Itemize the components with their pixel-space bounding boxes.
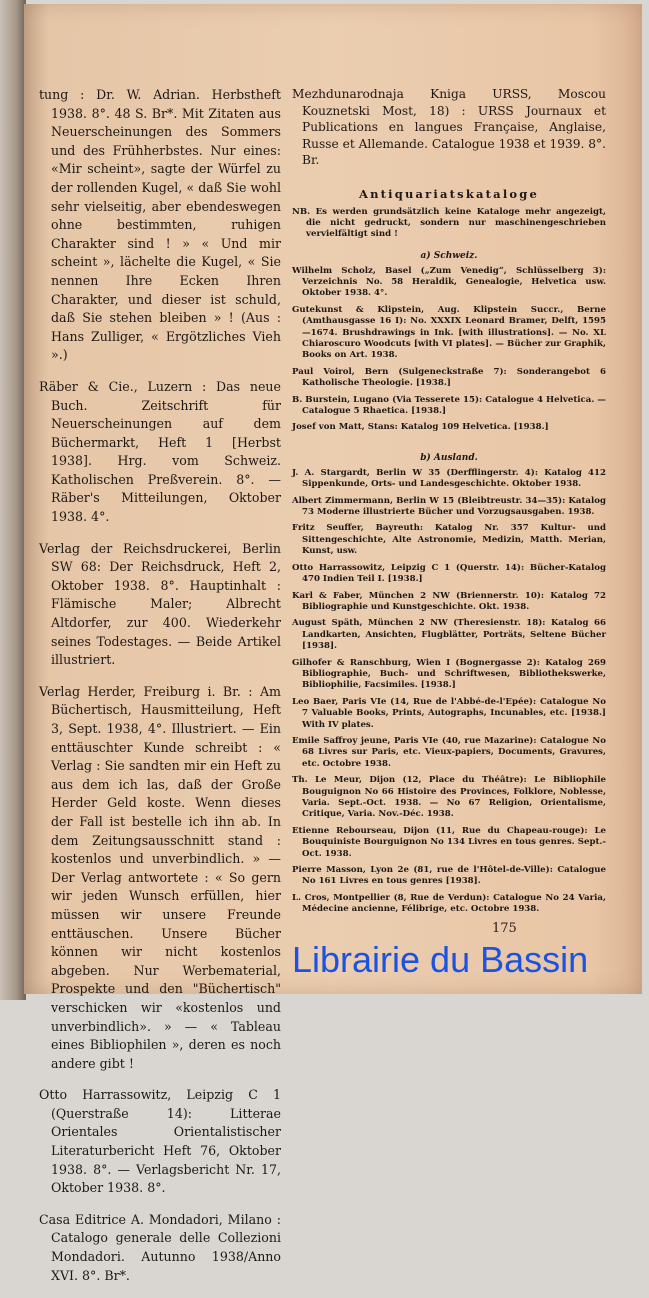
catalogue-entry: Gutekunst & Klipstein, Aug. Klipstein Succr., Berne (Amthausgasse 16 I): No. XXXIX Leonard Bramer, Delft, 1595—1674. Brushdrawings in Ink. [with illustrations]. — No. XL Chiaroscuro Woodcuts [with VI plates]. — Bücher zur Graphik, Books on Art. 1938.	[292, 304, 606, 361]
watermark: Librairie du Bassin	[292, 938, 589, 980]
paragraph: tung : Dr. W. Adrian. Herbstheft 1938. 8°. 48 S. Br*. Mit Zitaten aus Neuerscheinungen des Sommers und des Frühherbstes. Nur eines: «Mir scheint», sagte der Würfel zu der rollenden Kugel, « daß Sie wohl sehr vielseitig, aber ebendeswegen ohne bestimmten, ruhigen Charakter sind ! » « Und mir scheint », lächelte die Kugel, « Sie nennen Ihre Ecken Ihren Charakter, und dieser ist schuld, daß Sie stehen bleiben » ! (Aus : Hans Zulliger, « Ergötzliches Vieh ».)	[39, 87, 281, 363]
note: NB. Es werden grundsätzlich keine Kataloge mehr angezeigt, die nicht gedruckt, sondern nur maschinengeschrieben vervielfältigt sind !	[292, 206, 606, 240]
catalogue-entry: Pierre Masson, Lyon 2e (81, rue de l'Hôtel-de-Ville): Catalogue No 161 Livres en tous genres [1938].	[292, 865, 606, 887]
catalogue-entry: Gilhofer & Ranschburg, Wien I (Bognergasse 2): Katalog 269 Bibliographie, Buch- und Schriftwesen, Bibliothekswerke, Bibliophilie, Facsimiles. [1938.]	[292, 657, 606, 691]
subsection-heading: a) Schweiz.	[420, 250, 478, 261]
catalogue-entry: J. A. Stargardt, Berlin W 35 (Derfflingerstr. 4): Katalog 412 Sippenkunde, Orts- und Landesgeschichte. Oktober 1938.	[292, 467, 606, 490]
catalogue-entry: August Späth, München 2 NW (Theresienstr. 18): Katalog 66 Landkarten, Ansichten, Flugblätter, Porträts, Seltene Bücher [1938].	[292, 618, 606, 652]
adjacent-page-edge	[0, 0, 26, 1000]
page-number: 175	[492, 920, 517, 936]
catalogue-list-ausland	[292, 468, 606, 916]
catalogue-entry: Albert Zimmermann, Berlin W 15 (Bleibtreustr. 34—35): Katalog 73 Moderne illustrierte Bücher und Vorzugsausgaben. 1938.	[292, 495, 606, 518]
catalogue-entry: Josef von Matt, Stans: Katalog 109 Helvetica. [1938.]	[292, 422, 549, 433]
catalogue-entry: Wilhelm Scholz, Basel („Zum Venedig“, Schlüsselberg 3): Verzeichnis No. 58 Heraldik, Genealogie, Helvetica usw. Oktober 1938. 4°.	[292, 265, 606, 299]
catalogue-entry: Fritz Seuffer, Bayreuth: Katalog Nr. 357 Kultur- und Sittengeschichte, Alte Astronomie, Medizin, Matth. Merian, Kunst, usw.	[292, 523, 606, 557]
paragraph: Casa Editrice A. Mondadori, Milano : Catalogo generale delle Collezioni Mondadori. Autunno 1938/Anno XVI. 8°. Br*.	[39, 1211, 281, 1283]
paragraph: Verlag Herder, Freiburg i. Br. : Am Büchertisch, Hausmitteilung, Heft 3, Sept. 1938, 4°. Illustriert. — Ein enttäuschter Kunde schreibt : « Verlag : Sie sandten mir ein Heft zu aus dem ich las, daß der Große Herder Geld koste. Wenn dieses der Fall ist bestelle ich ihn ab. In dem Zeitungsausschnitt stand : kostenlos und unverbindlich. » — Der Verlag antwortete : « So gern wir jeden Wunsch erfüllen, hier müssen wir unsere Freunde enttäuschen. Unsere Bücher können wir nicht kostenlos abgeben. Nur Werbematerial, Prospekte und den "Büchertisch" verschicken wir «kostenlos und unverbindlich». » — « Tableau eines Bibliophilen », deren es noch andere gibt !	[39, 683, 281, 1071]
section-title: Antiquariatskataloge	[358, 186, 540, 201]
paragraph: Räber & Cie., Luzern : Das neue Buch. Zeitschrift für Neuerscheinungen auf dem Büchermarkt, Heft 1 [Herbst 1938]. Hrg. vom Schweiz. Katholischen Preßverein. 8°. — Räber's Mitteilungen, Oktober 1938. 4°.	[39, 378, 281, 525]
left-column	[39, 86, 281, 1298]
catalogue-entry: Paul Voirol, Bern (Sulgeneckstraße 7): Sonderangebot 6 Katholische Theologie. [1938.]	[292, 366, 606, 389]
catalogue-entry: Leo Baer, Paris VIe (14, Rue de l'Abbé-de-l'Epée): Catalogue No 7 Valuable Books, Prints, Autographs, Incunables, etc. [1938.] With IV plates.	[292, 696, 606, 730]
right-column	[292, 86, 606, 981]
catalogue-entry: Karl & Faber, München 2 NW (Briennerstr. 10): Katalog 72 Bibliographie und Kunstgeschichte. Okt. 1938.	[292, 590, 606, 612]
catalogue-entry: Otto Harrassowitz, Leipzig C 1 (Querstr. 14): Bücher-Katalog 470 Indien Teil I. [1938.]	[292, 562, 606, 585]
paragraph: Verlag der Reichsdruckerei, Berlin SW 68: Der Reichsdruck, Heft 2, Oktober 1938. 8°. Hauptinhalt : Flämische Maler; Albrecht Altdorfer, zur 400. Wiederkehr seines Todestages. — Beide Artikel illustriert.	[39, 540, 281, 668]
catalogue-list-schweiz	[292, 266, 606, 434]
catalogue-entry: Th. Le Meur, Dijon (12, Place du Théâtre): Le Bibliophile Bouguignon No 66 Histoire des Provinces, Folklore, Noblesse, Varia. Sept.-Oct. 1938. — No 67 Religion, Orientalisme, Critique, Varia. Nov.-Déc. 1938.	[292, 775, 606, 820]
paragraph: Otto Harrassowitz, Leipzig C 1 (Querstraße 14): Litterae Orientales Orientalistischer Literaturbericht Heft 76, Oktober 1938. 8°. — Verlagsbericht Nr. 17, Oktober 1938. 8°.	[39, 1087, 281, 1196]
catalogue-entry: Emile Saffroy jeune, Paris VIe (40, rue Mazarine): Catalogue No 68 Livres sur Paris, etc. Vieux-papiers, Documents, Gravures, etc. Octobre 1938.	[292, 735, 606, 769]
intro-entry: Mezhdunarodnaja Kniga URSS, Moscou Kouznetski Most, 18) : URSS Journaux et Publications en langues Française, Anglaise, Russe et Allemande. Catalogue 1938 et 1939. 8°. Br.	[292, 87, 606, 168]
catalogue-entry: B. Burstein, Lugano (Via Tesserete 15): Catalogue 4 Helvetica. — Catalogue 5 Rhaetica. [1938.]	[292, 394, 606, 417]
catalogue-entry: Etienne Rebourseau, Dijon (11, Rue du Chapeau-rouge): Le Bouquiniste Bourguignon No 134 Livres en tous genres. Sept.-Oct. 1938.	[292, 825, 606, 859]
catalogue-entry: L. Cros, Montpellier (8, Rue de Verdun): Catalogue No 24 Varia, Médecine ancienne, Félibrige, etc. Octobre 1938.	[292, 892, 606, 915]
subsection-heading: b) Ausland.	[420, 452, 478, 463]
